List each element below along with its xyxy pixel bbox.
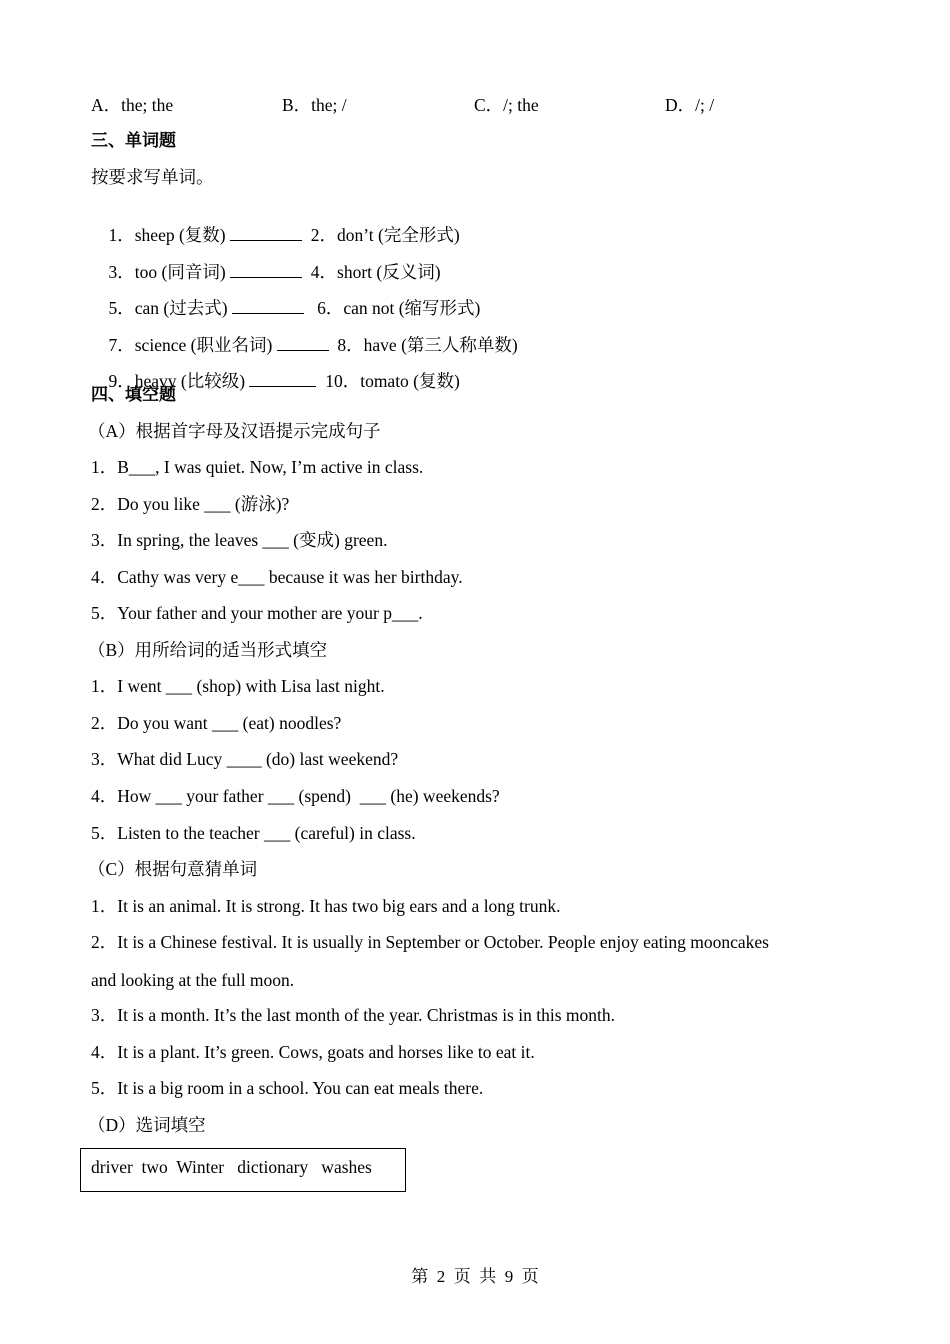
part-b-item-1: 1．I went ___ (shop) with Lisa last night. (91, 676, 385, 696)
word-item-3: 3．too (同音词) (108, 262, 231, 282)
option-c: C．/; the (474, 95, 539, 115)
part-b-item-2: 2．Do you want ___ (eat) noodles? (91, 713, 342, 733)
word-item-10: 10．tomato (复数) (316, 371, 460, 391)
word-item-4: 4．short (反义词) (302, 262, 441, 282)
section-3-instruction: 按要求写单词。 (91, 167, 214, 187)
part-c-item-4: 4．It is a plant. It’s green. Cows, goats and horses like to eat it. (91, 1042, 535, 1062)
answer-blank (249, 369, 316, 387)
option-a: A．the; the (91, 95, 174, 115)
page-footer: 第 2 页 共 9 页 (411, 1267, 539, 1286)
part-a-item-5: 5．Your father and your mother are your p___. (91, 603, 423, 623)
option-d: D．/; / (665, 95, 715, 115)
word-item-6: 6．can not (缩写形式) (303, 298, 481, 318)
part-b-item-3: 3．What did Lucy ____ (do) last weekend? (91, 749, 399, 769)
part-b-item-5: 5．Listen to the teacher ___ (careful) in class. (91, 823, 416, 843)
word-item-5: 5．can (过去式) (108, 298, 232, 318)
word-item-2: 2．don’t (完全形式) (302, 225, 460, 245)
part-a-title: （A）根据首字母及汉语提示完成句子 (88, 421, 381, 441)
part-b-item-4: 4．How ___ your father ___ (spend) ___ (he) weekends? (91, 786, 500, 806)
word-item-1: 1．sheep (复数) (108, 225, 231, 245)
word-item-8: 8．have (第三人称单数) (328, 335, 518, 355)
part-a-item-2: 2．Do you like ___ (游泳)? (91, 494, 290, 514)
word-item-7: 7．science (职业名词) (108, 335, 277, 355)
part-d-title: （D）选词填空 (88, 1115, 206, 1135)
part-c-item-2: 2．It is a Chinese festival. It is usually in September or October. People enjoy eating mooncakes (91, 932, 769, 952)
section-4-heading: 四、填空题 (91, 385, 176, 405)
part-a-item-3: 3．In spring, the leaves ___ (变成) green. (91, 530, 388, 550)
word-bank-box: driver two Winter dictionary washes (80, 1148, 406, 1192)
word-item-9: 9．heavy (比较级) (108, 371, 250, 391)
part-c-item-3: 3．It is a month. It’s the last month of the year. Christmas is in this month. (91, 1005, 615, 1025)
part-c-item-1: 1．It is an animal. It is strong. It has two big ears and a long trunk. (91, 896, 561, 916)
section-3-heading: 三、单词题 (91, 131, 176, 151)
part-c-item-5: 5．It is a big room in a school. You can eat meals there. (91, 1078, 484, 1098)
part-c-title: （C）根据句意猜单词 (88, 859, 258, 879)
part-a-item-4: 4．Cathy was very e___ because it was her birthday. (91, 567, 463, 587)
part-c-item-2-continued: and looking at the full moon. (91, 970, 295, 990)
option-b: B．the; / (282, 95, 347, 115)
part-a-item-1: 1．B___, I was quiet. Now, I’m active in class. (91, 457, 424, 477)
part-b-title: （B）用所给词的适当形式填空 (88, 640, 328, 660)
